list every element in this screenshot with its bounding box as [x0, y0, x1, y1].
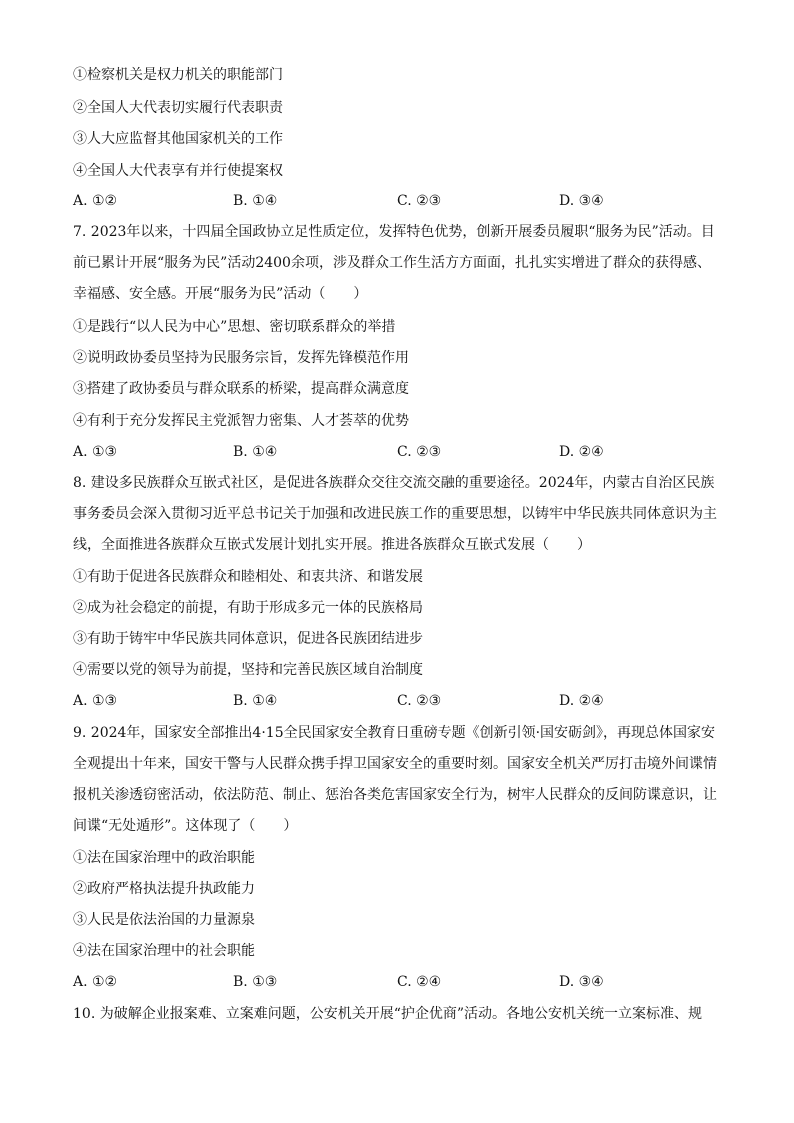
q9-stem: 9. 2024年，国家安全部推出4·15全民国家安全教育日重磅专题《创新引领·国安砺剑》，再现总体国家安全观提出十年来，国安干警与人民群众携手捍卫国家安全的重要时刻。国家安全机关严厉打击境外间谍情报机关渗透窃密活动，依法防范、制止、惩治各类危害国家安全行为，树牢人民群众的反间防谍意识，让间谍“无处遁形”。这体现了（ ）	[73, 725, 717, 834]
q7-options	[73, 443, 723, 463]
q6-statement-1: ①检察机关是权力机关的职能部门	[73, 67, 283, 83]
q9-option-a: A. ①②	[73, 974, 118, 990]
q6-options	[73, 192, 723, 212]
q6-option-a: A. ①②	[73, 193, 118, 209]
q7-option-d: D. ②④	[559, 444, 604, 460]
q7-option-a: A. ①③	[73, 444, 118, 460]
q9-statement-1: ①法在国家治理中的政治职能	[73, 850, 255, 866]
q8-option-b: B. ①④	[233, 693, 278, 709]
q8-statement-1: ①有助于促进各民族群众和睦相处、和衷共济、和谐发展	[73, 569, 423, 585]
q9-option-b: B. ①③	[233, 974, 278, 990]
q9-statement-4: ④法在国家治理中的社会职能	[73, 943, 255, 959]
q6-option-c: C. ②③	[397, 193, 442, 209]
q7-statement-2: ②说明政协委员坚持为民服务宗旨，发挥先锋模范作用	[73, 350, 409, 366]
q8-options	[73, 692, 723, 712]
q7-stem: 7. 2023年以来，十四届全国政协立足性质定位，发挥特色优势，创新开展委员履职“服务为民”活动。目前已累计开展“服务为民”活动2400余项，涉及群众工作生活方方面面，扎扎实实增进了群众的获得感、幸福感、安全感。开展“服务为民”活动（ ）	[73, 224, 715, 302]
q9-statement-3: ③人民是依法治国的力量源泉	[73, 912, 255, 928]
q7-statement-1: ①是践行“以人民为中心”思想、密切联系群众的举措	[73, 319, 396, 335]
q8-statement-4: ④需要以党的领导为前提，坚持和完善民族区域自治制度	[73, 662, 423, 678]
q7-option-c: C. ②③	[397, 444, 442, 460]
q6-option-d: D. ③④	[559, 193, 604, 209]
q7-statement-4: ④有利于充分发挥民主党派智力密集、人才荟萃的优势	[73, 413, 409, 429]
q8-option-c: C. ②③	[397, 693, 442, 709]
q6-option-b: B. ①④	[233, 193, 278, 209]
q7-statement-3: ③搭建了政协委员与群众联系的桥梁，提高群众满意度	[73, 381, 409, 397]
q9-statement-2: ②政府严格执法提升执政能力	[73, 881, 255, 897]
q9-options	[73, 973, 723, 993]
q10-stem: 10. 为破解企业报案难、立案难问题，公安机关开展“护企优商”活动。各地公安机关统一立案标准、规	[73, 1006, 703, 1022]
q9-option-c: C. ②④	[397, 974, 442, 990]
q8-statement-2: ②成为社会稳定的前提，有助于形成多元一体的民族格局	[73, 600, 423, 616]
q8-option-d: D. ②④	[559, 693, 604, 709]
q9-option-d: D. ③④	[559, 974, 604, 990]
q6-statement-2: ②全国人大代表切实履行代表职责	[73, 100, 283, 116]
q8-stem: 8. 建设多民族群众互嵌式社区，是促进各族群众交往交流交融的重要途径。2024年，内蒙古自治区民族事务委员会深入贯彻习近平总书记关于加强和改进民族工作的重要思想，以铸牢中华民族共同体意识为主线，全面推进各族群众互嵌式发展计划扎实开展。推进各族群众互嵌式发展（ ）	[73, 475, 717, 553]
q8-option-a: A. ①③	[73, 693, 118, 709]
q6-statement-4: ④全国人大代表享有并行使提案权	[73, 163, 283, 179]
q6-statement-3: ③人大应监督其他国家机关的工作	[73, 131, 283, 147]
q7-option-b: B. ①④	[233, 444, 278, 460]
q8-statement-3: ③有助于铸牢中华民族共同体意识，促进各民族团结进步	[73, 631, 423, 647]
